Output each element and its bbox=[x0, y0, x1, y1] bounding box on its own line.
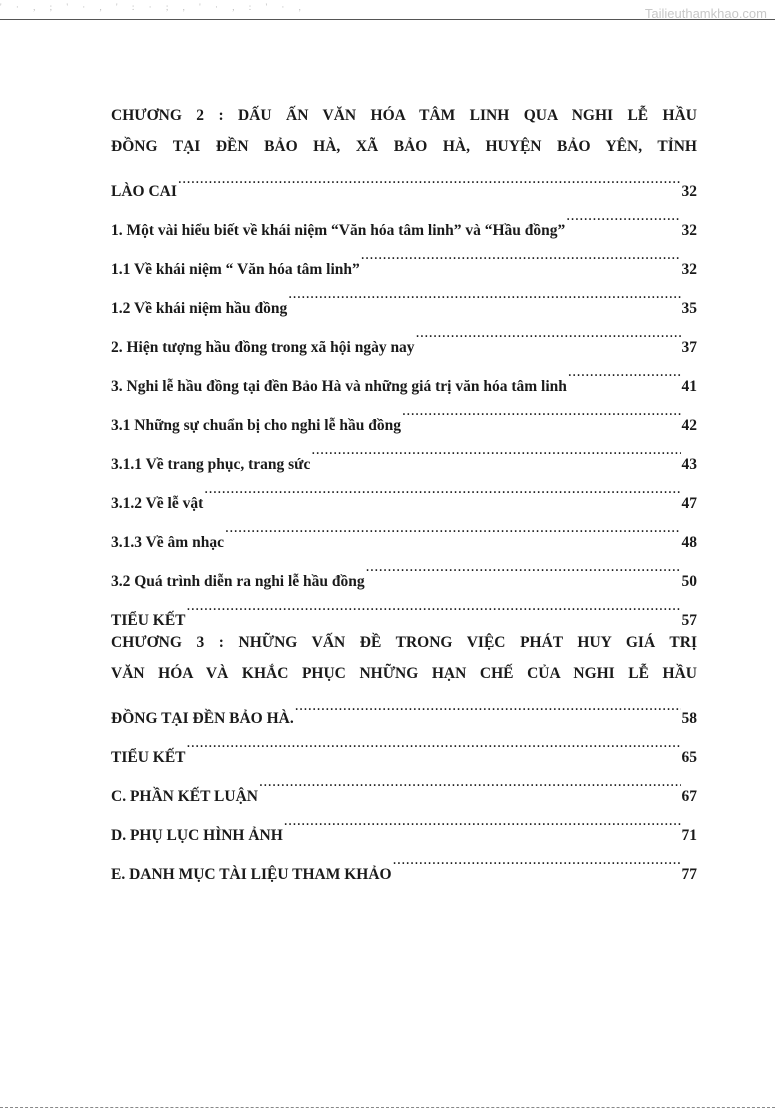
toc-entry-page: 77 bbox=[681, 866, 697, 883]
leader-dots bbox=[225, 508, 681, 547]
toc-entry-label: 3.1.1 Về trang phục, trang sức bbox=[111, 456, 311, 473]
toc-entry-label: 1.2 Về khái niệm hầu đồng bbox=[111, 300, 288, 317]
toc-entry-page: 35 bbox=[681, 300, 697, 317]
chapter-3-last-label: ĐỒNG TẠI ĐỀN BẢO HÀ. bbox=[111, 710, 294, 727]
leader-dots bbox=[204, 469, 680, 508]
chapter-2-line-1: CHƯƠNG 2 : DẤU ẤN VĂN HÓA TÂM LINH QUA NGHI LỄ HẦU bbox=[111, 107, 697, 124]
chapter-2-last-line[interactable] bbox=[111, 162, 697, 200]
watermark: Tailieuthamkhao.com bbox=[644, 6, 767, 21]
leader-dots bbox=[187, 723, 681, 762]
chapter-2-page: 32 bbox=[681, 183, 697, 200]
top-rule bbox=[0, 19, 775, 20]
toc-entries-b bbox=[111, 723, 697, 883]
leader-dots bbox=[288, 274, 680, 313]
toc-entry-page: 50 bbox=[681, 573, 697, 590]
toc-entry-label: 3.1 Những sự chuẩn bị cho nghi lễ hầu đồng bbox=[111, 417, 401, 434]
bottom-rule bbox=[0, 1107, 775, 1108]
leader-dots bbox=[361, 235, 681, 274]
chapter-3-line-1: CHƯƠNG 3 : NHỮNG VẤN ĐỀ TRONG VIỆC PHÁT HUY GIÁ TRỊ bbox=[111, 634, 697, 651]
toc-entry[interactable] bbox=[111, 586, 697, 629]
leader-dots bbox=[566, 196, 680, 235]
toc-entry-page: 41 bbox=[681, 378, 697, 395]
toc-entry-label: E. DANH MỤC TÀI LIỆU THAM KHẢO bbox=[111, 866, 392, 883]
chapter-2-heading bbox=[111, 100, 697, 200]
chapter-3-line-2: VĂN HÓA VÀ KHẮC PHỤC NHỮNG HẠN CHẾ CỦA NGHI LỄ HẦU bbox=[111, 665, 697, 682]
leader-dots bbox=[259, 762, 681, 801]
leader-dots bbox=[187, 586, 681, 625]
leader-dots bbox=[568, 352, 681, 391]
leader-dots bbox=[284, 801, 681, 840]
leader-dots bbox=[295, 689, 681, 723]
toc-entry-label: 3.1.3 Về âm nhạc bbox=[111, 534, 224, 551]
toc-entry-page: 65 bbox=[681, 749, 697, 766]
toc-entries-a bbox=[111, 196, 697, 629]
chapter-3-page: 58 bbox=[681, 710, 697, 727]
toc-entry-page: 37 bbox=[681, 339, 697, 356]
toc-entry[interactable] bbox=[111, 762, 697, 805]
toc-entry-label: 2. Hiện tượng hầu đồng trong xã hội ngày nay bbox=[111, 339, 415, 356]
leader-dots bbox=[393, 840, 681, 879]
toc-entry-page: 42 bbox=[681, 417, 697, 434]
toc-entry-page: 48 bbox=[681, 534, 697, 551]
toc-entry-page: 67 bbox=[681, 788, 697, 805]
chapter-2-line-2: ĐỒNG TẠI ĐỀN BẢO HÀ, XÃ BẢO HÀ, HUYỆN BẢO YÊN, TỈNH bbox=[111, 138, 697, 155]
scan-noise: ' · , ; ' · , ' : · ; , ' · , : ' · , bbox=[0, 2, 307, 12]
chapter-2-last-label: LÀO CAI bbox=[111, 183, 177, 200]
toc-entry-label: 1.1 Về khái niệm “ Văn hóa tâm linh” bbox=[111, 261, 360, 278]
leader-dots bbox=[311, 430, 680, 469]
table-of-contents bbox=[111, 98, 697, 883]
toc-entry-page: 43 bbox=[681, 456, 697, 473]
toc-entry-label: 3.2 Quá trình diễn ra nghi lễ hầu đồng bbox=[111, 573, 365, 590]
leader-dots bbox=[416, 313, 681, 352]
leader-dots bbox=[366, 547, 681, 586]
toc-entry-page: 32 bbox=[681, 222, 697, 239]
toc-entry[interactable] bbox=[111, 196, 697, 239]
leader-dots bbox=[402, 391, 681, 430]
toc-entry-page: 71 bbox=[681, 827, 697, 844]
leader-dots bbox=[178, 162, 681, 196]
chapter-3-last-line[interactable] bbox=[111, 689, 697, 727]
toc-entry-label: D. PHỤ LỤC HÌNH ẢNH bbox=[111, 827, 283, 844]
toc-entry-label: C. PHẦN KẾT LUẬN bbox=[111, 788, 258, 805]
toc-entry-label: 3. Nghi lễ hầu đồng tại đền Bảo Hà và những giá trị văn hóa tâm linh bbox=[111, 378, 567, 395]
chapter-3-heading bbox=[111, 627, 697, 727]
toc-entry-page: 57 bbox=[681, 612, 697, 629]
toc-entry-label: TIỂU KẾT bbox=[111, 612, 186, 629]
toc-entry-page: 47 bbox=[681, 495, 697, 512]
toc-entry[interactable] bbox=[111, 723, 697, 766]
toc-entry-page: 32 bbox=[681, 261, 697, 278]
toc-entry-label: TIỂU KẾT bbox=[111, 749, 186, 766]
toc-entry-label: 1. Một vài hiểu biết về khái niệm “Văn hóa tâm linh” và “Hầu đồng” bbox=[111, 222, 566, 239]
toc-entry-label: 3.1.2 Về lễ vật bbox=[111, 495, 204, 512]
